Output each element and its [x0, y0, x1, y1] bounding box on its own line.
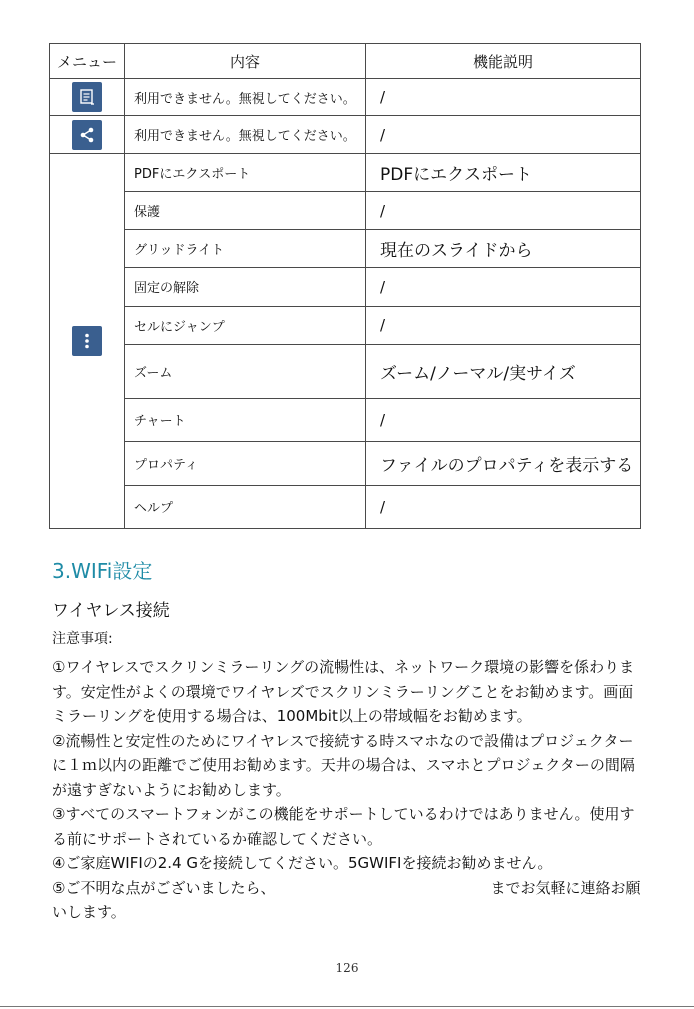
table-row-description: ファイルのプロパティを表示する	[366, 441, 641, 485]
table-row-content: グリッドライト	[125, 230, 366, 268]
note-paragraph: ①ワイヤレスでスクリンミラーリングの流暢性は、ネットワーク環境の影響を係わります。安定性がよくの環境でワイヤレズでスクリンミラーリングことをお勧めます。画面ミラーリングを使用する場合は、100Mbit以上の帯域幅をお勧めます。	[52, 658, 635, 725]
table-row-description: /	[366, 306, 641, 344]
table-row-content: 固定の解除	[125, 268, 366, 306]
table-row-description: /	[366, 192, 641, 230]
table-row-content: PDFにエクスポート	[125, 154, 366, 192]
table-row-description: /	[366, 116, 641, 154]
menu-icon-cell	[50, 116, 125, 154]
table-row-description: ズーム/ノーマル/実サイズ	[366, 344, 641, 398]
menu-icon-cell	[50, 154, 125, 529]
table-row-description: /	[366, 398, 641, 441]
note-paragraph: ③すべてのスマートフォンがこの機能をサポートしているわけではありません。使用する前にサポートされているか確認してください。	[52, 805, 635, 848]
menu-function-table	[49, 43, 641, 529]
notes-icon	[72, 82, 102, 112]
notes-body	[52, 655, 644, 925]
table-row-description: 現在のスライドから	[366, 230, 641, 268]
contact-text-end: までお気軽に連絡お願いします。	[52, 878, 641, 921]
header-menu: メニュー	[50, 44, 125, 79]
note-paragraph: ②流暢性と安定性のためにワイヤレスで接続する時スマホなので設備はプロジェクターに１ｍ以内の距離でご使用お勧めます。天井の場合は、スマホとプロジェクターの間隔が遠すぎないようにお勧めします。	[52, 731, 635, 799]
table-row-description: PDFにエクスポート	[366, 154, 641, 192]
table-row-description: /	[366, 485, 641, 528]
note-paragraph: ④ご家庭WIFIの2.4 Gを接続してください。5GWIFIを接続お勧めません。	[52, 854, 553, 872]
bottom-divider	[0, 1006, 694, 1007]
section-subtitle: ワイヤレス接続	[52, 601, 170, 621]
note-label: 注意事項:	[52, 631, 113, 647]
table-row-content: チャート	[125, 398, 366, 441]
table-row-content: 利用できません。無視してください。	[125, 79, 366, 116]
header-content: 内容	[125, 44, 366, 79]
table-row-description: /	[366, 79, 641, 116]
page-number: 126	[335, 961, 359, 975]
table-row-content: 保護	[125, 192, 366, 230]
header-description: 機能説明	[366, 44, 641, 79]
menu-icon-cell	[50, 79, 125, 116]
table-row-content: セルにジャンプ	[125, 306, 366, 344]
table-row-content: 利用できません。無視してください。	[125, 116, 366, 154]
more-vertical-icon	[72, 326, 102, 356]
table-row-content: ズーム	[125, 344, 366, 398]
share-icon	[72, 120, 102, 150]
table-row-content: プロパティ	[125, 441, 366, 485]
table-row-content: ヘルプ	[125, 485, 366, 528]
note-paragraph-contact	[52, 876, 644, 925]
section-title: 3.WIFi設定	[52, 559, 153, 583]
contact-text-start: ⑤ご不明な点がございましたら、	[52, 878, 276, 897]
table-row-description: /	[366, 268, 641, 306]
